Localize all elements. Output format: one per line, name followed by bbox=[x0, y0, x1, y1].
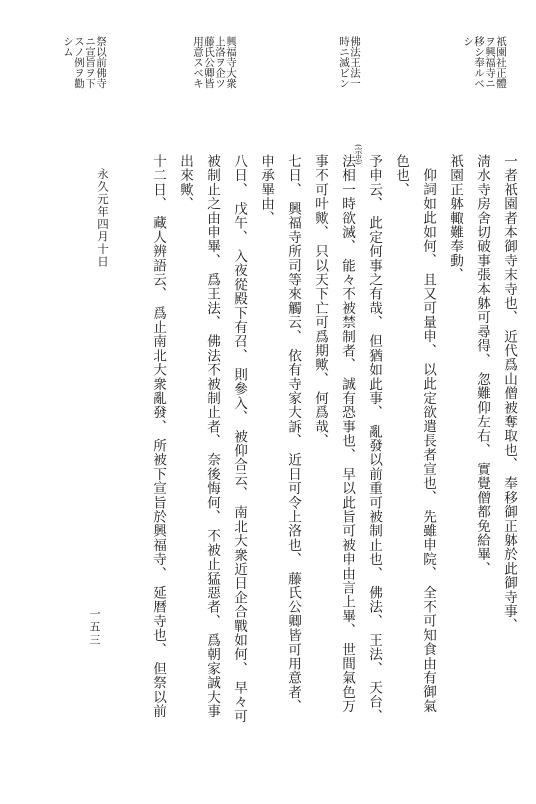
headnote-4: 祭以前佛寺 ニ宣旨ヲ下 スノ例ヲ勸 シム bbox=[61, 36, 107, 89]
body-column-1: 一者祇園者本御寺末寺也、 近代爲山僧被奪取也、 奉移御正躰於此御寺事、 bbox=[501, 154, 517, 633]
body-column-13: 出來歟、 bbox=[177, 154, 193, 211]
body-column-11: 八日、 戊午、 入夜從殿下有召、 則參入、 被仰合云、 南北大衆近日企合戰如何、 早々可 bbox=[231, 154, 247, 724]
body-column-2: 淸水寺房舍切破事張本躰可尋得、 忽難仰左右、 實覺僧都免給畢、 bbox=[474, 154, 490, 576]
body-column-14: 十二日、 藏人辨語云、 爲止南北大衆亂發、 所被下宣旨於興福寺、 延暦寺也、 但祭以前 bbox=[150, 154, 166, 719]
body-column-4: 仰詞如此如何、 且又可量申、 以此定欲遣長者宣也、 先雖申院、 全不可知食由有御氣 bbox=[420, 168, 436, 714]
date-line: 永久元年四月十日 bbox=[96, 168, 110, 268]
body-column-12: 被制止之由申畢、 爲王法、 佛法不被制止者、 奈後悔何、 不被止猛惡者、 爲朝家誠大事 bbox=[204, 154, 220, 719]
body-column-10: 申承畢由、 bbox=[258, 154, 274, 225]
body-column-6: 予申云、 此定何事之有哉、 但猶如此事、 亂發以前重可被制止也、 佛法、 王法、 天台、 bbox=[366, 154, 382, 724]
headnote-2: 佛法王法一 時ニ滅ビン bbox=[337, 36, 361, 89]
body-column-9: 七日、 興福寺所司等來觸云、 依有寺家大訴、 近日可令上洛也、 藤氏公卿皆可用意者、 bbox=[285, 154, 301, 714]
page-number: 一五三 bbox=[88, 608, 101, 647]
headnote-1: 祇園社正體 ヲ興福寺ニ 移シ奉ルベ シ bbox=[461, 36, 507, 89]
body-column-7: 法相一時欲滅、 能々不被禁制者、 誠有恐事也、 早以此旨可被申由言上畢、 世間氣色万 bbox=[339, 154, 355, 714]
body-column-8: 事不可叶歟、 只以天下亡可爲期歟、 何爲哉、 bbox=[312, 154, 328, 448]
body-column-3: 祇園正躰輙難奉動、 bbox=[447, 154, 463, 282]
ruby-annotation: (宗忠) bbox=[354, 144, 363, 165]
body-column-5: 色也、 bbox=[393, 154, 409, 197]
headnote-3: 興福寺大衆 上洛ヲ企ツ 藤氏公卿皆 用意スベキ bbox=[191, 36, 237, 89]
